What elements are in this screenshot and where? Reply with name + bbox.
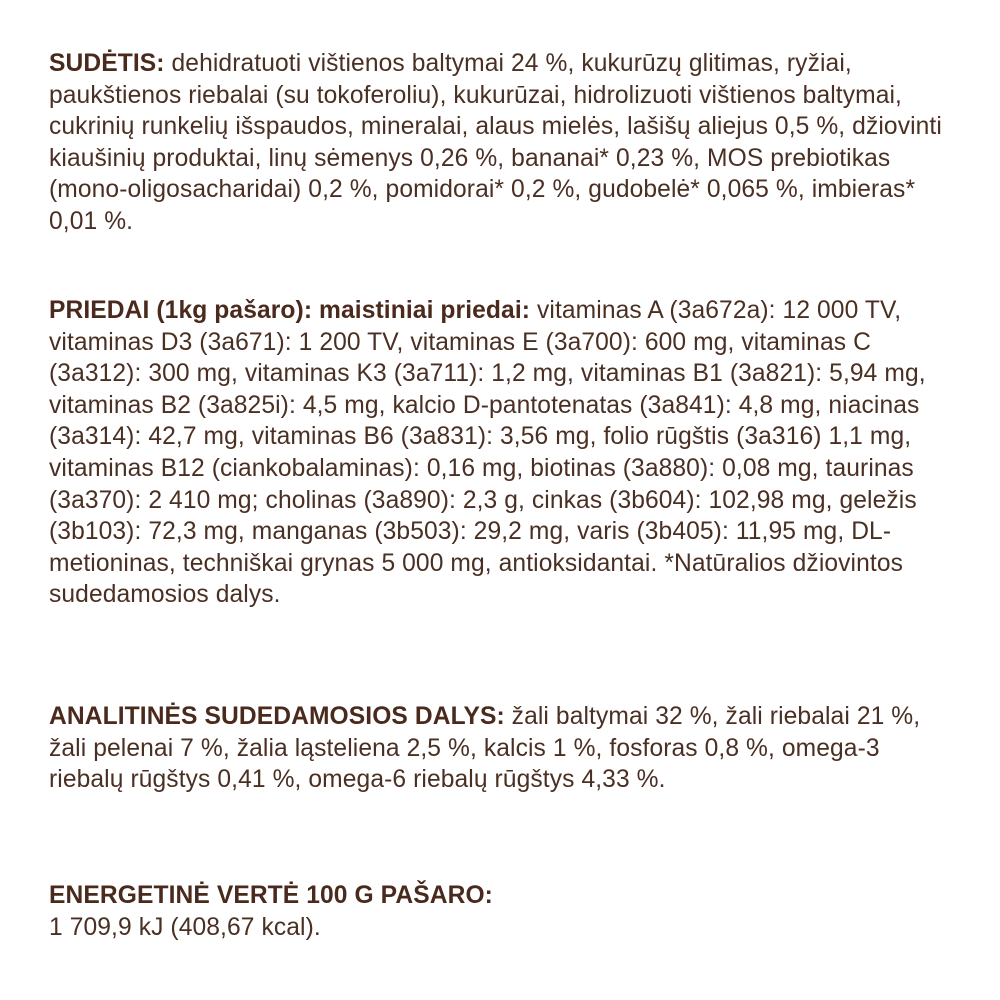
energy-section (49, 880, 493, 943)
additives-section (49, 295, 954, 611)
additives-heading: PRIEDAI (1kg pašaro): maistiniai priedai: (49, 297, 531, 324)
composition-section (49, 48, 954, 238)
energy-heading: ENERGETINĖ VERTĖ 100 G PAŠARO: (49, 882, 493, 909)
analytical-text: žali baltymai 32 %, žali riebalai 21 %, žali pelenai 7 %, žalia ląsteliena 2,5 %, kalcis 1 %, fosforas 0,8 %, omega-3 riebalų rūgštys 0,41 %, omega-6 riebalų rūgštys 4,33 %. (49, 703, 921, 794)
additives-text: vitaminas A (3a672a): 12 000 TV, vitaminas D3 (3a671): 1 200 TV, vitaminas E (3a700): 600 mg, vitaminas C (3a312): 300 mg, vitaminas K3 (3a711): 1,2 mg, vitaminas B1 (3a821): 5,94 mg, vitaminas B2 (3a825i): 4,5 mg, kalcio D-pantotenatas (3a841): 4,8 mg, niacinas (3a314): 42,7 mg, vitaminas B6 (3a831): 3,56 mg, folio rūgštis (3a316) 1,1 mg, vitaminas B12 (ciankobalaminas): 0,16 mg, biotinas (3a880): 0,08 mg, taurinas (3a370): 2 410 mg; cholinas (3a890): 2,3 g, cinkas (3b604): 102,98 mg, geležis (3b103): 72,3 mg, manganas (3b503): 29,2 mg, varis (3b405): 11,95 mg, DL-metioninas, techniškai grynas 5 000 mg, antioksidantai. *Natūralios džiovintos sudedamosios dalys. (49, 297, 926, 609)
analytical-heading: ANALITINĖS SUDEDAMOSIOS DALYS: (49, 703, 505, 730)
energy-text: 1 709,9 kJ (408,67 kcal). (49, 913, 321, 941)
analytical-section (49, 701, 954, 796)
composition-text: dehidratuoti vištienos baltymai 24 %, kukurūzų glitimas, ryžiai, paukštienos riebalai (su tokoferoliu), kukurūzai, hidrolizuoti vištienos baltymai, cukrinių runkelių išspaudos, mineralai, alaus mielės, lašišų aliejus 0,5 %, džiovinti kiaušinių produktai, linų sėmenys 0,26 %, bananai* 0,23 %, MOS prebiotikas (mono-oligosacharidai) 0,2 %, pomidorai* 0,2 %, gudobelė* 0,065 %, imbieras* 0,01 %. (49, 50, 942, 235)
composition-heading: SUDĖTIS: (49, 50, 165, 77)
